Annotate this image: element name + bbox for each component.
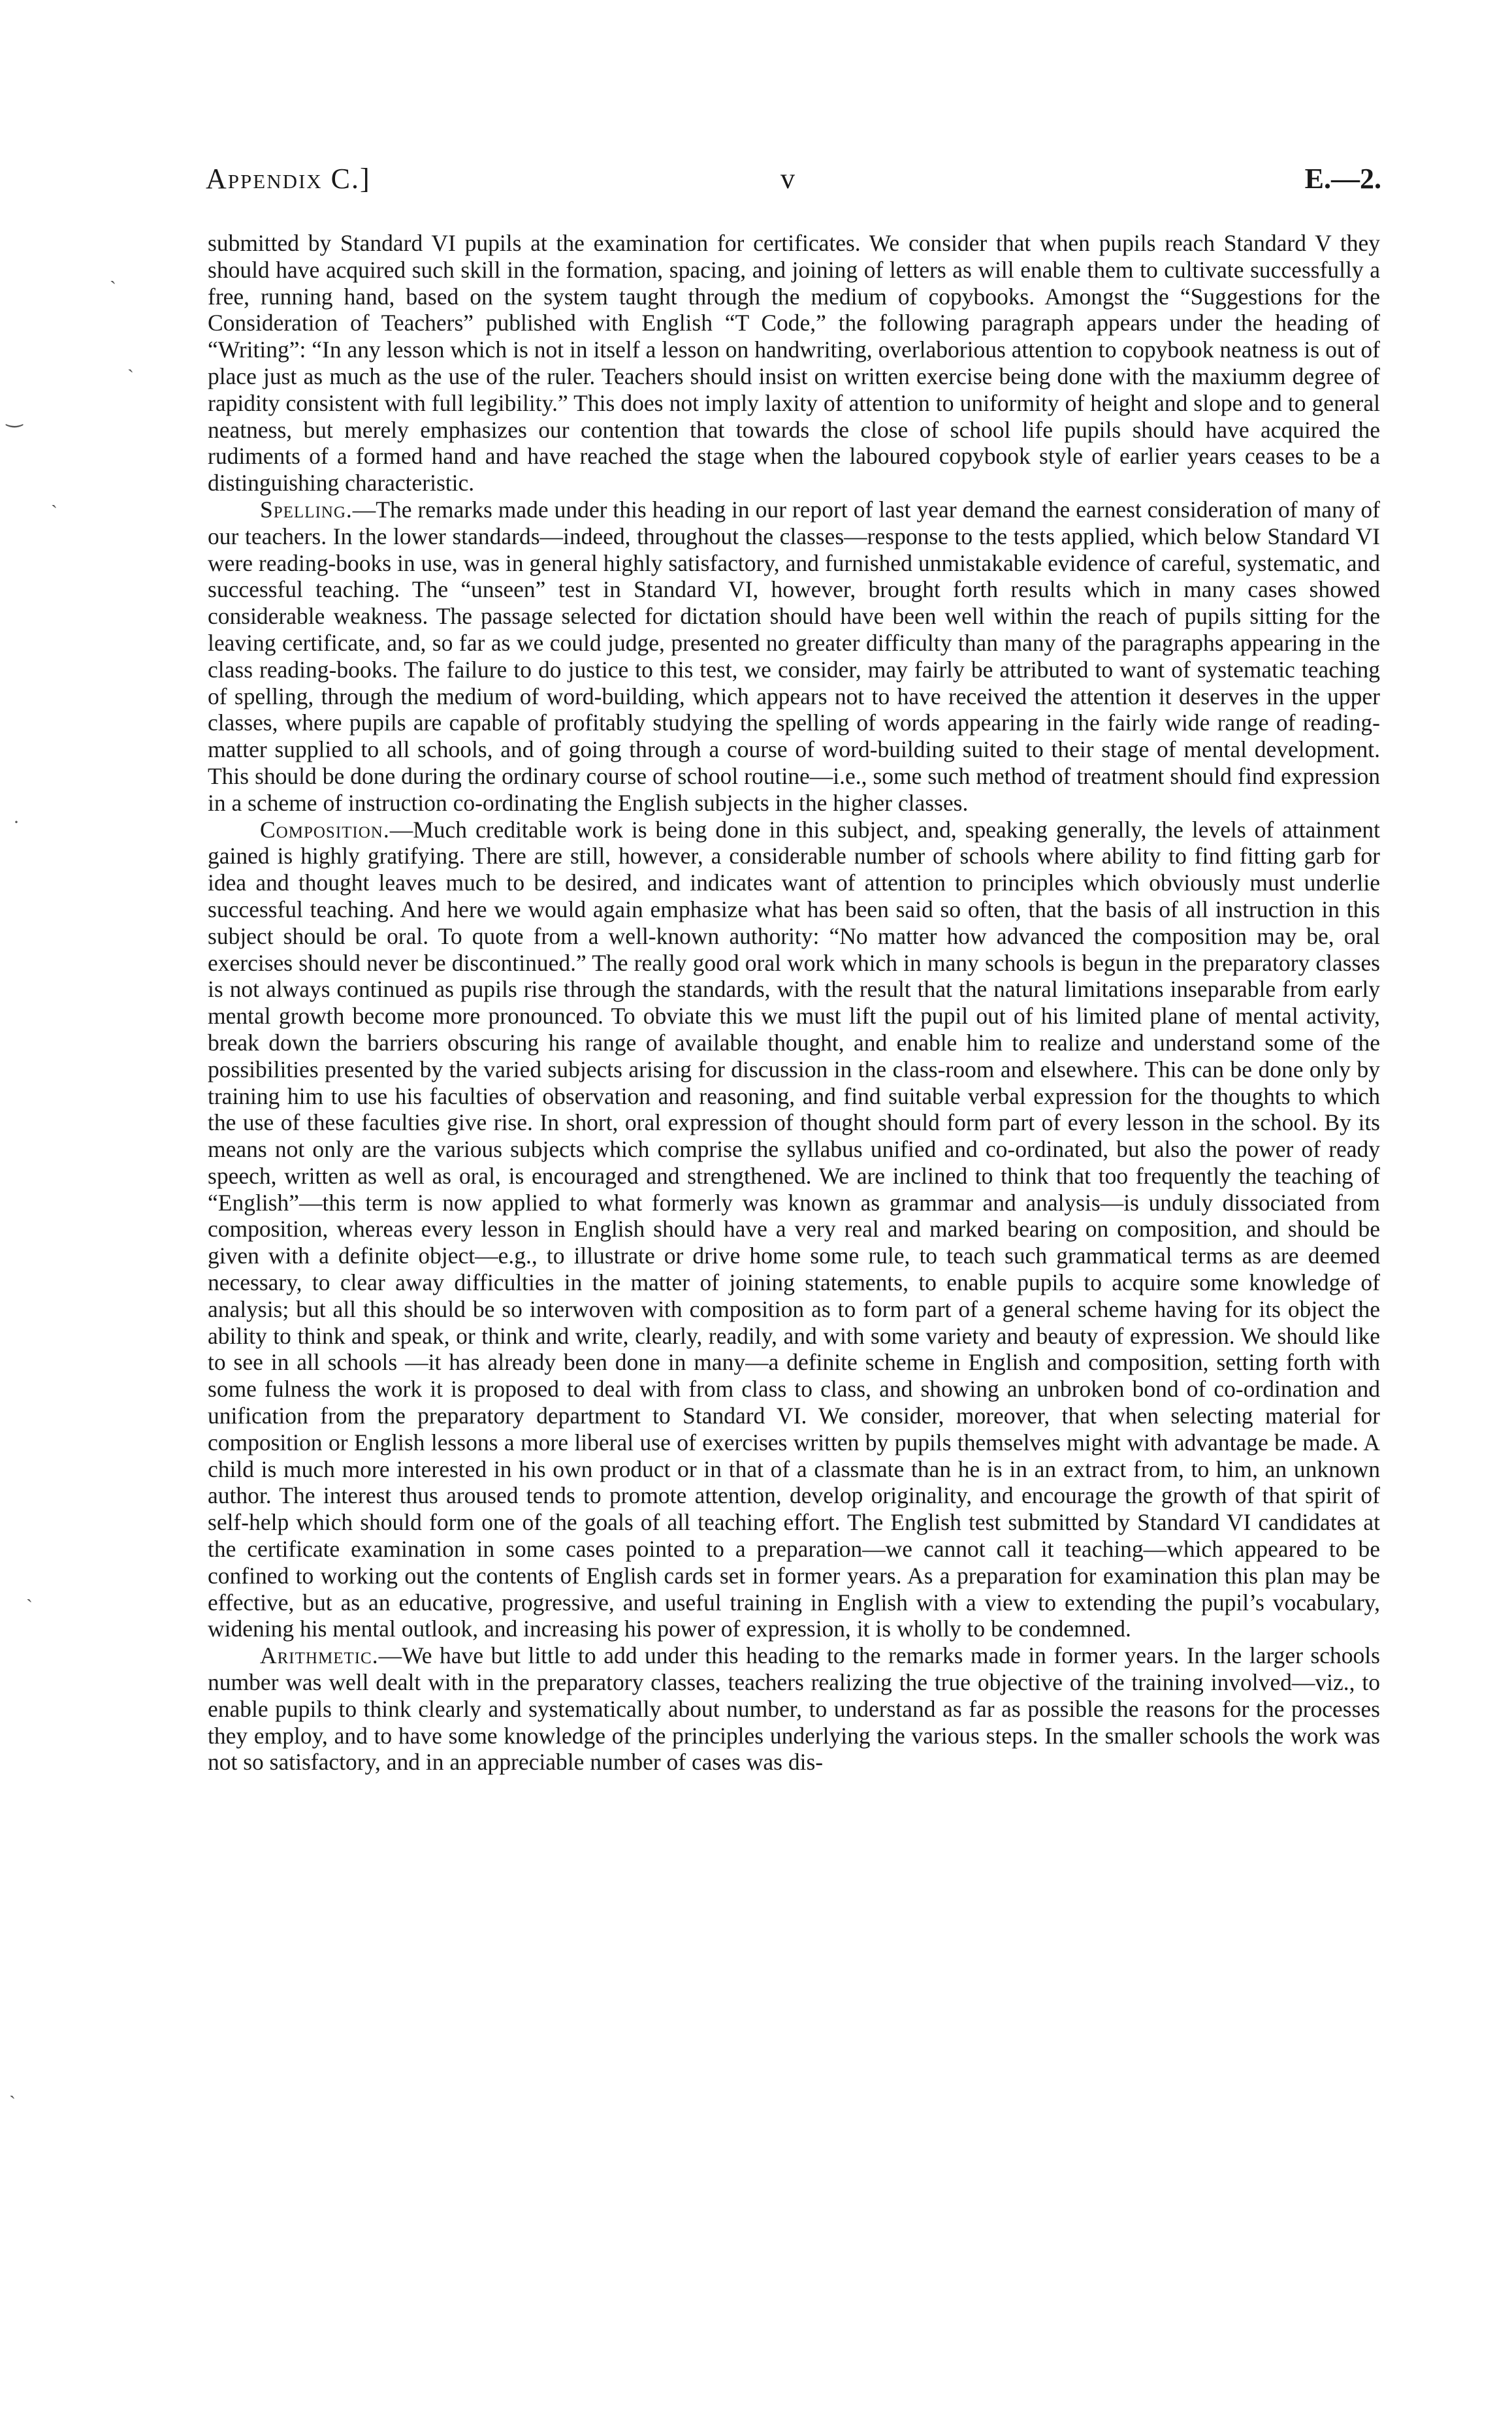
section-heading-composition: Composition. (260, 816, 390, 843)
page-header (206, 162, 1381, 208)
scan-mark: ˏ (110, 263, 116, 284)
paragraph-text: —Much creditable work is being done in this subject, and, speaking generally, the levels of attainment gained is highly gratifying. There are still, however, a considerable number of schools where ability to find fitting garb for idea and thought leaves much to be desired, and indicates want of attention to principles which obviously must underlie successful teaching. And here we would again emphasize what has been said so often, that the basis of all instruction in this subject should be oral. To quote from a well-known authority: “No matter how advanced the composition may be, oral exercises should never be discontinued.” The really good oral work which in many schools is begun in the preparatory classes is not always continued as pupils rise through the standards, with the result that the natural limitations inseparable from early mental growth become more pronounced. To obviate this we must lift the pupil out of his limited plane of mental activity, break down the barriers obscuring his range of available thought, and enable him to realize and understand some of the possibilities presented by the varied subjects arising for discussion in the class-room and elsewhere. This can be done only by training him to use his faculties of observation and reasoning, and find suitable verbal expression for the thoughts to which the use of these faculties give rise. In short, oral expression of thought should form part of every lesson in the school. By its means not only are the various subjects which comprise the syllabus unified and co-ordinated, but also the power of ready speech, written as well as oral, is encouraged and strengthened. We are inclined to think that too frequently the teaching of “English”—this term is now applied to what formerly was known as grammar and analysis—is unduly dissociated from composition, whereas every lesson in English should have a very real and marked bearing on composition, and should be given with a definite object—e.g., to illustrate or drive home some rule, to teach such grammatical terms as are deemed necessary, to clear away difficulties in the matter of joining statements, to enable pupils to acquire some knowledge of analysis; but all this should be so interwoven with composition as to form part of a general scheme having for its object the ability to think and speak, or think and write, clearly, readily, and with some variety and beauty of expression. We should like to see in all schools —it has already been done in many—a definite scheme in English and composition, setting forth with some fulness the work it is proposed to deal with from class to class, and showing an unbroken bond of co-ordination and unification from the preparatory department to Standard VI. We consider, moreover, that when selecting material for composition or English lessons a more liberal use of exercises written by pupils themselves might with advantage be made. A child is much more interested in his own product or in that of a classmate than he is in an extract from, to him, an unknown author. The interest thus aroused tends to promote attention, develop originality, and encourage the growth of that spirit of self-help which should form one of the goals of all teaching effort. The English test submitted by Standard VI candidates at the certificate examination in some cases pointed to a preparation—we cannot call it teaching—which appeared to be confined to working out the contents of English cards set in former years. As a preparation for examination this plan may be effective, but as an educative, progressive, and useful training in English with a view to extending the pupil’s vocabulary, widening his mental outlook, and increasing his power of expression, it is wholly to be condemned. (208, 816, 1380, 1642)
paragraph-text: —We have but little to add under this heading to the remarks made in former years. In the larger schools number was well dealt with in the preparatory classes, teachers realizing the true objective of the training involved—viz., to enable pupils to think clearly and systematically about number, to understand as far as possible the reasons for the processes they employ, and to have some knowledge of the principles underlying the various steps. In the smaller schools the work was not so satisfactory, and in an appreciable number of cases was dis- (208, 1642, 1380, 1776)
header-page-number: v (780, 163, 795, 195)
scan-mark: ˎ (51, 487, 57, 508)
header-document-code: E.—2. (1304, 163, 1381, 195)
body-text (208, 230, 1380, 1776)
scan-mark: ˋ (127, 366, 134, 387)
paragraph-arithmetic (208, 1642, 1380, 1776)
paragraph-text: submitted by Standard VI pupils at the examination for certificates. We consider that when pupils reach Standard V they should have acquired such skill in the formation, spacing, and joining of letters as will enable them to cultivate successfully a free, running hand, based on the system taught through the medium of copybooks. Amongst the “Suggestions for the Consideration of Teachers” published with English “T Code,” the following paragraph appears under the heading of “Writing”: “In any lesson which is not in itself a lesson on handwriting, overlaborious attention to copybook neatness is out of place just as much as the use of the ruler. Teachers should insist on written exercise being done with the maxiumm degree of rapidity consistent with full legibility.” This does not imply laxity of attention to uniformity of height and slope and to general neatness, but merely emphasizes our contention that towards the close of school life pupils should have acquired the rudiments of a formed hand and have reached the stage when the laboured copybook style of earlier years ceases to be a distinguishing characteristic. (208, 230, 1380, 496)
scan-mark: ˎ (9, 2077, 16, 2099)
paragraph-spelling (208, 496, 1380, 817)
scan-mark: ‿ (7, 406, 23, 427)
paragraph-composition (208, 817, 1380, 1643)
scan-mark: ˎ (26, 1581, 33, 1602)
paragraph-writing (208, 230, 1380, 496)
paragraph-text: —The remarks made under this heading in our report of last year demand the earnest consideration of many of our teachers. In the lower standards—indeed, throughout the classes—response to the tests applied, which below Standard VI were reading-books in use, was in general highly satisfactory, and furnished unmistakable evidence of careful, systematic, and successful teaching. The “unseen” test in Standard VI, however, brought forth results which in many cases showed considerable weakness. The passage selected for dictation should have been well within the reach of pupils sitting for the leaving certificate, and, so far as we could judge, presented no greater difficulty than many of the paragraphs appearing in the class reading-books. The failure to do justice to this test, we consider, may fairly be attributed to want of systematic teaching of spelling, through the medium of word-building, which appears not to have received the attention it deserves in the upper classes, where pupils are capable of profitably studying the spelling of words appearing in the fairly wide range of reading-matter supplied to all schools, and of going through a course of word-building suited to their stage of mental development. This should be done during the ordinary course of school routine—i.e., some such method of treatment should find expression in a scheme of instruction co-ordinating the English subjects in the higher classes. (208, 496, 1380, 816)
header-appendix: Appendix C.] (206, 163, 371, 195)
section-heading-arithmetic: Arithmetic. (260, 1642, 379, 1669)
section-heading-spelling: Spelling. (260, 496, 353, 523)
scan-mark: · (13, 811, 20, 833)
